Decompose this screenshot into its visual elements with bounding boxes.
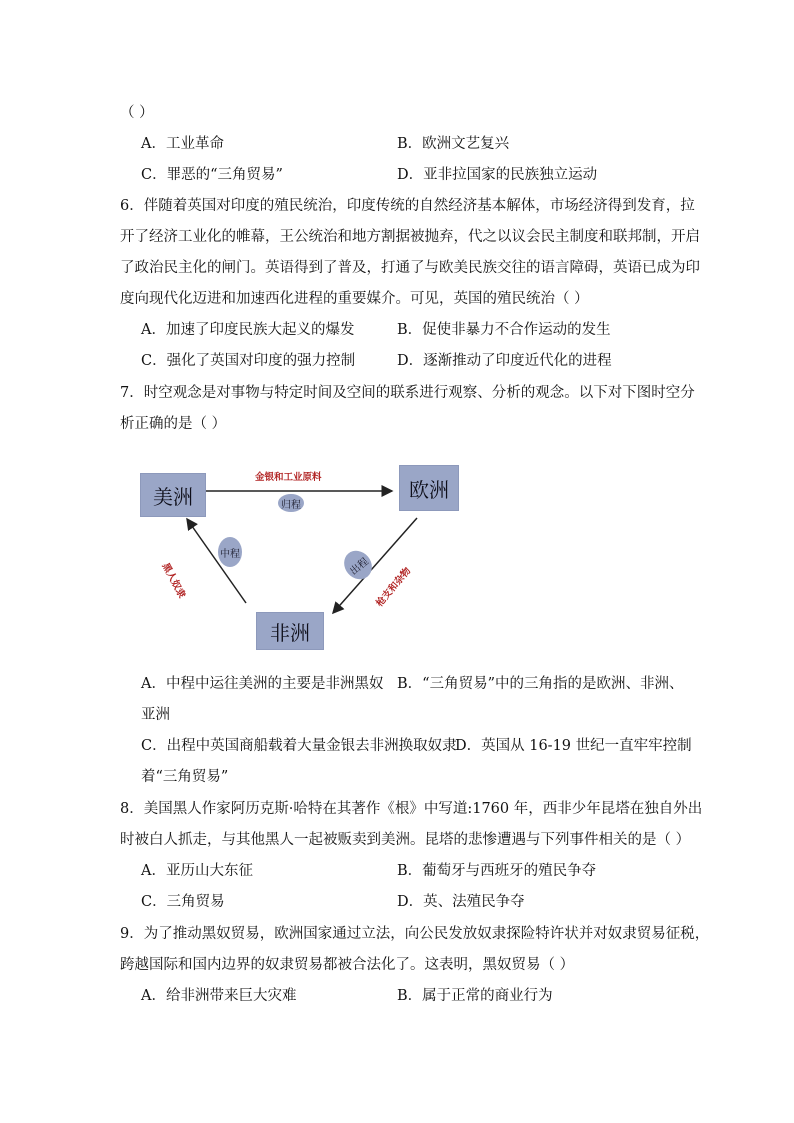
q9-option-b[interactable]: B．属于正常的商业行为 bbox=[397, 988, 553, 1004]
q8-option-b[interactable]: B．葡萄牙与西班牙的殖民争夺 bbox=[397, 863, 597, 879]
label-black-slaves: 黑人奴隶 bbox=[159, 561, 188, 601]
q6-stem-line-4: 度向现代化迈进和加速西化进程的重要媒介。可见，英国的殖民统治（ ） bbox=[120, 291, 589, 307]
q6-stem-line-3: 了政治民主化的闸门。英语得到了普及，打通了与欧美民族交往的语言障碍，英语已成为印 bbox=[120, 260, 700, 276]
q8-option-a[interactable]: A．亚历山大东征 bbox=[141, 863, 253, 879]
outbound-leg-oval: 出程 bbox=[338, 545, 377, 585]
q7-option-a[interactable]: A．中程中运往美洲的主要是非洲黑奴 bbox=[141, 676, 384, 692]
q5-option-c[interactable]: C．罪恶的“三角贸易” bbox=[141, 167, 283, 183]
q7-option-d-continued: 着“三角贸易” bbox=[141, 769, 229, 785]
label-guns-and-goods: 枪支和杂物 bbox=[374, 565, 414, 609]
label-gold-silver-raw-materials: 金银和工业原料 bbox=[255, 472, 322, 483]
q5-option-d[interactable]: D．亚非拉国家的民族独立运动 bbox=[397, 167, 598, 183]
q7-stem-line-1: 7．时空观念是对事物与特定时间及空间的联系进行观察、分析的观念。以下对下图时空分 bbox=[120, 385, 695, 401]
q9-stem-line-1: 9．为了推动黑奴贸易，欧洲国家通过立法，向公民发放奴隶探险特许状并对奴隶贸易征税， bbox=[120, 926, 710, 942]
europe-box: 欧洲 bbox=[399, 465, 459, 511]
q7-option-b-continued: 亚洲 bbox=[141, 707, 170, 723]
q6-option-a[interactable]: A．加速了印度民族大起义的爆发 bbox=[141, 322, 355, 338]
q5-stem-tail: （ ） bbox=[120, 105, 154, 121]
q8-option-c[interactable]: C．三角贸易 bbox=[141, 894, 225, 910]
q6-stem-line-1: 6．伴随着英国对印度的殖民统治，印度传统的自然经济基本解体，市场经济得到发育，拉 bbox=[120, 198, 695, 214]
return-leg-oval: 归程 bbox=[278, 494, 304, 512]
america-box: 美洲 bbox=[140, 473, 206, 517]
q7-option-d[interactable]: D．英国从 16-19 世纪一直牢牢控制 bbox=[455, 738, 692, 754]
q6-option-c[interactable]: C．强化了英国对印度的强力控制 bbox=[141, 353, 356, 369]
q6-option-d[interactable]: D．逐渐推动了印度近代化的进程 bbox=[397, 353, 612, 369]
q8-stem-line-2: 时被白人抓走，与其他黑人一起被贩卖到美洲。昆塔的悲惨遭遇与下列事件相关的是（ ） bbox=[120, 832, 691, 848]
triangle-trade-diagram bbox=[120, 455, 480, 655]
africa-box: 非洲 bbox=[256, 612, 324, 650]
q9-stem-line-2: 跨越国际和国内边界的奴隶贸易都被合法化了。这表明，黑奴贸易（ ） bbox=[120, 957, 575, 973]
q6-option-b[interactable]: B．促使非暴力不合作运动的发生 bbox=[397, 322, 611, 338]
q7-stem-line-2: 析正确的是（ ） bbox=[120, 416, 227, 432]
q7-option-c[interactable]: C．出程中英国商船载着大量金银去非洲换取奴隶 bbox=[141, 738, 457, 754]
q6-stem-line-2: 开了经济工业化的帷幕，王公统治和地方割据被抛弃，代之以议会民主制度和联邦制，开启 bbox=[120, 229, 700, 245]
q5-option-a[interactable]: A．工业革命 bbox=[141, 136, 224, 152]
q5-option-b[interactable]: B．欧洲文艺复兴 bbox=[397, 136, 510, 152]
q9-option-a[interactable]: A．给非洲带来巨大灾难 bbox=[141, 988, 297, 1004]
middle-leg-oval: 中程 bbox=[218, 537, 242, 567]
q7-option-b[interactable]: B．“三角贸易”中的三角指的是欧洲、非洲、 bbox=[397, 676, 684, 692]
q8-stem-line-1: 8．美国黑人作家阿历克斯·哈特在其著作《根》中写道:1760 年，西非少年昆塔在独自外出 bbox=[120, 801, 703, 817]
q8-option-d[interactable]: D．英、法殖民争夺 bbox=[397, 894, 525, 910]
